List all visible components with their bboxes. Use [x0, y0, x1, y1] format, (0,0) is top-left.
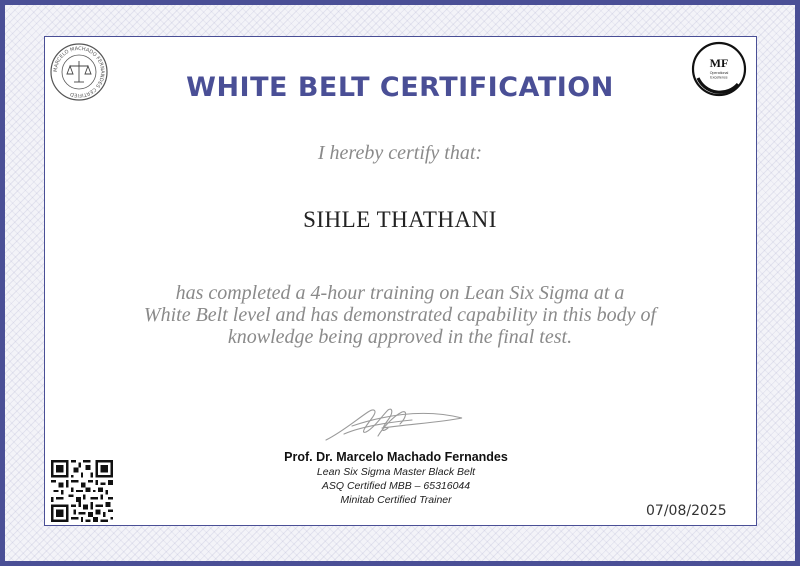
- signatory-credential: Minitab Certified Trainer: [340, 494, 452, 506]
- issue-date: 07/08/2025: [646, 503, 727, 519]
- body-line: knowledge being approved in the final test.: [227, 326, 573, 348]
- qr-code-icon[interactable]: [51, 460, 113, 522]
- certificate-title: WHITE BELT CERTIFICATION: [186, 72, 614, 103]
- logo-tagline-1: Operational: [709, 71, 729, 75]
- signatory-name: Prof. Dr. Marcelo Machado Fernandes: [284, 450, 508, 464]
- body-line: White Belt level and has demonstrated capability in this body of: [143, 304, 657, 326]
- recipient-name: SIHLE THATHANI: [303, 207, 497, 232]
- signatory-credential: Lean Six Sigma Master Black Belt: [316, 466, 476, 478]
- signatory-credential: ASQ Certified MBB – 65316044: [321, 480, 471, 492]
- certificate-body: [0, 282, 800, 348]
- signature-icon: [322, 402, 468, 444]
- logo-tagline-2: Excellence: [710, 75, 728, 80]
- seal-ring-text: MARCELO MACHADO FERNANDES CERTIFIED: [52, 45, 106, 99]
- body-line: has completed a 4-hour training on Lean Six Sigma at a: [175, 282, 625, 304]
- certify-line: I hereby certify that:: [317, 142, 483, 164]
- logo-initials: MF: [709, 56, 729, 70]
